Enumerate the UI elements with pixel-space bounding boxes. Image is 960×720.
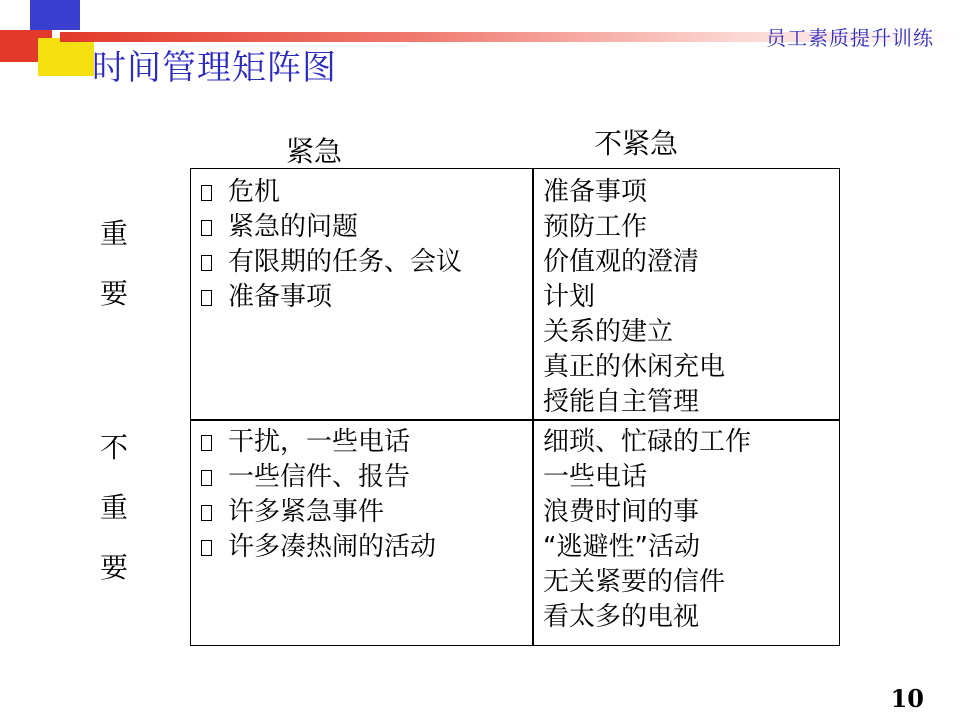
square-bullet-icon (201, 470, 212, 486)
square-bullet-icon (201, 505, 212, 521)
list-item: 计划 (543, 282, 596, 312)
list-item: 有限期的任务、会议 (201, 245, 462, 280)
square-bullet-icon (201, 220, 212, 236)
row-header-char: 不 (99, 431, 128, 464)
square-bullet-icon (201, 435, 212, 451)
quadrant-important-urgent (201, 175, 462, 315)
square-bullet-icon (201, 540, 212, 556)
page-number: 10 (890, 684, 924, 713)
list-item: 真正的休闲充电 (543, 352, 726, 382)
matrix-divider-horizontal (191, 419, 839, 421)
square-bullet-icon (201, 185, 212, 201)
list-item: 关系的建立 (543, 317, 674, 347)
quadrant-not-important-urgent (201, 425, 436, 565)
row-header-char: 要 (99, 551, 128, 584)
list-item: 看太多的电视 (543, 602, 700, 632)
list-item: “逃避性”活动 (543, 532, 700, 562)
row-header-not-important (94, 418, 134, 598)
quadrant-important-not-urgent (543, 175, 725, 420)
matrix-divider-vertical (532, 169, 534, 645)
quadrant-not-important-not-urgent (543, 425, 751, 635)
list-item: 授能自主管理 (543, 387, 700, 417)
list-item: 预防工作 (543, 212, 648, 242)
list-item: 许多紧急事件 (201, 495, 436, 530)
list-item: 紧急的问题 (201, 210, 462, 245)
row-header-important (94, 204, 134, 324)
list-item: 干扰，一些电话 (201, 425, 436, 460)
row-header-char: 重 (99, 217, 128, 250)
list-item: 无关紧要的信件 (543, 567, 726, 597)
square-bullet-icon (201, 255, 212, 271)
list-item: 危机 (201, 175, 462, 210)
list-item: 准备事项 (201, 280, 462, 315)
decor-square-yellow (38, 38, 94, 76)
course-title: 员工素质提升训练 (766, 26, 934, 50)
slide-title: 时间管理矩阵图 (92, 48, 337, 88)
list-item: 浪费时间的事 (543, 497, 700, 527)
list-item: 一些电话 (543, 462, 648, 492)
square-bullet-icon (201, 290, 212, 306)
column-header-urgent: 紧急 (286, 135, 343, 168)
list-item: 细琐、忙碌的工作 (543, 427, 752, 457)
column-header-not-urgent: 不紧急 (594, 127, 679, 160)
list-item: 一些信件、报告 (201, 460, 436, 495)
row-header-char: 要 (99, 277, 128, 310)
row-header-char: 重 (99, 491, 128, 524)
list-item: 许多凑热闹的活动 (201, 530, 436, 565)
list-item: 价值观的澄清 (543, 247, 700, 277)
list-item: 准备事项 (543, 177, 648, 207)
time-management-matrix (190, 168, 840, 646)
